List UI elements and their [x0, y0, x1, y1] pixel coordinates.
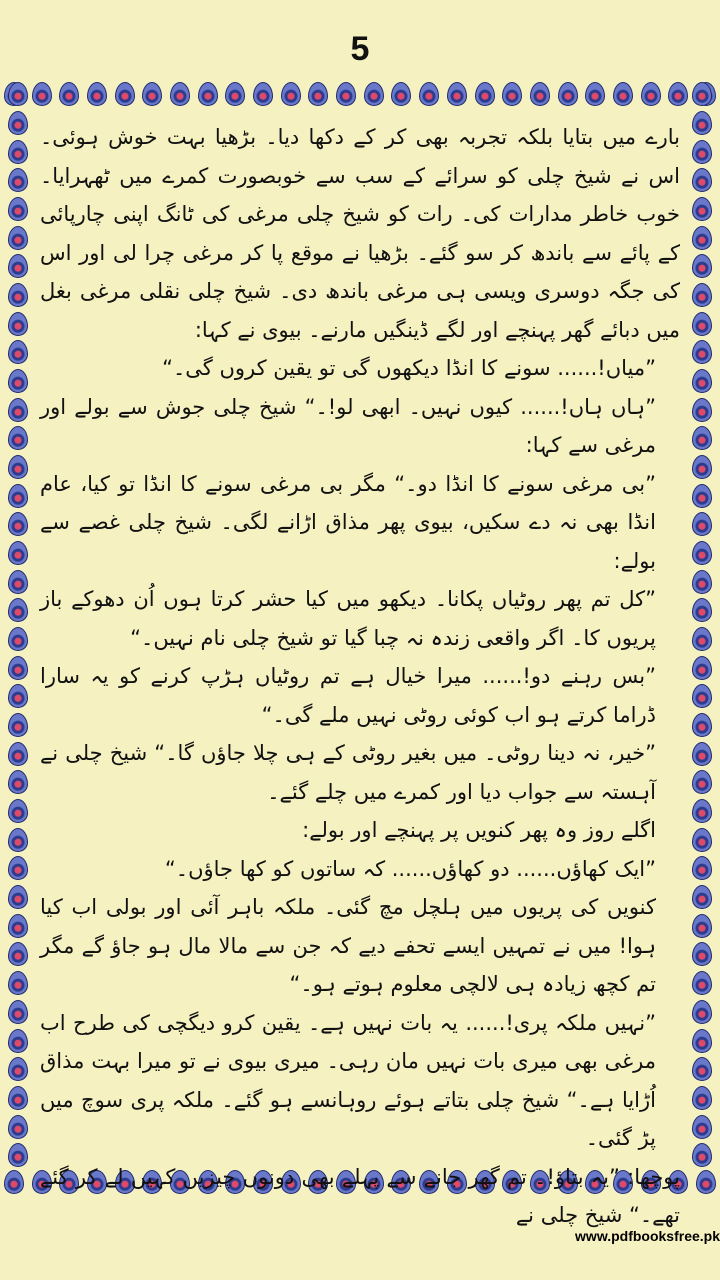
paragraph: بارے میں بتایا بلکہ تجربہ بھی کر کے دکھا دیا۔ بڑھیا بہت خوش ہوئی۔ اس نے شیخ چلی کو سرائے کے سب سے خوبصورت کمرے میں ٹھہرایا۔ خوب خاطر مدارات کی۔ رات کو شیخ چلی مرغی کی ٹانگ اپنی چارپائی کے پائے سے باندھ کر سو گئے۔ بڑھیا نے موقع پا کر مرغی چرا لی اور اس کی جگہ دوسری ویسی ہی مرغی باندھ دی۔ شیخ چلی نقلی مرغی بغل میں دبائے گھر پہنچے اور لگے ڈینگیں مارنے۔ بیوی نے کہا: [40, 125, 680, 342]
border-ornament [419, 82, 439, 106]
border-ornament [8, 627, 28, 651]
border-ornament [8, 1029, 28, 1053]
border-ornament [692, 570, 712, 594]
border-ornament [8, 140, 28, 164]
paragraph: ”خیر، نہ دینا روٹی۔ میں بغیر روٹی کے ہی چلا جاؤں گا۔“ شیخ چلی نے آہستہ سے جواب دیا اور کمرے میں چلے گئے۔ [40, 741, 656, 804]
border-ornament [8, 197, 28, 221]
border-ornament [692, 656, 712, 680]
border-ornament [8, 283, 28, 307]
border-ornament [692, 799, 712, 823]
border-ornament [692, 226, 712, 250]
left-border [8, 80, 28, 1170]
border-ornament [692, 197, 712, 221]
border-ornament [692, 254, 712, 278]
website-url: www.pdfbooksfree.pk [575, 1228, 720, 1244]
border-ornament [8, 914, 28, 938]
border-ornament [692, 713, 712, 737]
border-ornament [692, 82, 712, 106]
border-ornament [87, 82, 107, 106]
border-ornament [692, 484, 712, 508]
border-ornament [530, 82, 550, 106]
border-ornament [8, 455, 28, 479]
border-ornament [253, 82, 273, 106]
border-ornament [8, 971, 28, 995]
border-ornament [8, 226, 28, 250]
border-ornament [692, 684, 712, 708]
paragraph: ”میاں!...... سونے کا انڈا دیکھوں گی تو یقین کروں گی۔“ [162, 356, 656, 380]
border-ornament [692, 1143, 712, 1167]
paragraph: اگلے روز وہ پھر کنویں پر پہنچے اور بولے: [302, 818, 656, 842]
border-ornament [613, 82, 633, 106]
border-ornament [8, 254, 28, 278]
border-ornament [668, 82, 688, 106]
border-ornament [692, 340, 712, 364]
border-ornament [692, 168, 712, 192]
border-ornament [692, 369, 712, 393]
border-ornament [8, 1057, 28, 1081]
border-ornament [585, 82, 605, 106]
border-ornament [692, 942, 712, 966]
border-ornament [8, 713, 28, 737]
paragraph: پوچھا: ”یہ بتاؤ!۔ تم گھر جانے سے پہلے بھی دونوں چیزیں کہیں لے کر گئے تھے۔“ شیخ چلی نے [40, 1164, 680, 1227]
paragraph: ”بی مرغی سونے کا انڈا دو۔“ مگر بی مرغی سونے کا انڈا تو کیا، عام انڈا بھی نہ دے سکیں، بیوی پھر مذاق اڑانے لگی۔ شیخ چلی غصے سے بولے: [40, 471, 656, 573]
right-border [692, 80, 712, 1170]
border-ornament [8, 570, 28, 594]
border-ornament [8, 942, 28, 966]
border-ornament [8, 799, 28, 823]
border-ornament [225, 82, 245, 106]
border-ornament [692, 140, 712, 164]
border-ornament [8, 484, 28, 508]
border-ornament [8, 541, 28, 565]
border-ornament [8, 828, 28, 852]
border-ornament [692, 742, 712, 766]
border-ornament [308, 82, 328, 106]
border-ornament [692, 283, 712, 307]
border-ornament [692, 627, 712, 651]
border-ornament [364, 82, 384, 106]
border-ornament [4, 1170, 24, 1194]
border-ornament [8, 1086, 28, 1110]
border-ornament [8, 340, 28, 364]
border-ornament [692, 398, 712, 422]
border-ornament [692, 1000, 712, 1024]
border-ornament [692, 856, 712, 880]
border-ornament [8, 1115, 28, 1139]
border-ornament [692, 426, 712, 450]
border-ornament [692, 828, 712, 852]
border-ornament [115, 82, 135, 106]
border-ornament [198, 82, 218, 106]
border-ornament [8, 426, 28, 450]
border-ornament [692, 598, 712, 622]
border-ornament [692, 512, 712, 536]
border-ornament [692, 1057, 712, 1081]
paragraph: ”ایک کھاؤں...... دو کھاؤں...... کہ ساتوں کو کھا جاؤں۔“ [164, 856, 656, 881]
border-ornament [8, 82, 28, 106]
border-ornament [8, 1000, 28, 1024]
border-ornament [8, 312, 28, 336]
border-ornament [692, 1086, 712, 1110]
border-ornament [692, 914, 712, 938]
border-ornament [142, 82, 162, 106]
page-number: 5 [350, 30, 370, 68]
paragraph: ”بس رہنے دو!...... میرا خیال ہے تم روٹیاں ہڑپ کرنے کو یہ سارا ڈراما کرتے ہو اب کوئی روٹی نہیں ملے گی۔“ [40, 664, 656, 727]
border-ornament [8, 885, 28, 909]
paragraph: ”ہاں ہاں!...... کیوں نہیں۔ ابھی لو!۔“ شیخ چلی جوش سے بولے اور مرغی سے کہا: [40, 394, 656, 457]
top-border [0, 82, 720, 106]
border-ornament [502, 82, 522, 106]
border-ornament [692, 111, 712, 135]
border-ornament [696, 1170, 716, 1194]
border-ornament [281, 82, 301, 106]
border-ornament [692, 1115, 712, 1139]
border-ornament [692, 455, 712, 479]
paragraph: ”کل تم پھر روٹیاں پکانا۔ دیکھو میں کیا حشر کرتا ہوں اُن دھوکے باز پریوں کا۔ اگر واقعی زندہ نہ چبا گیا تو شیخ چلی نام نہیں۔“ [40, 587, 656, 650]
border-ornament [641, 82, 661, 106]
border-ornament [692, 312, 712, 336]
border-ornament [170, 82, 190, 106]
border-ornament [8, 1143, 28, 1167]
border-ornament [692, 885, 712, 909]
border-ornament [8, 512, 28, 536]
border-ornament [8, 111, 28, 135]
page-text [40, 118, 680, 1227]
border-ornament [692, 971, 712, 995]
border-ornament [447, 82, 467, 106]
border-ornament [336, 82, 356, 106]
border-ornament [8, 398, 28, 422]
border-ornament [8, 856, 28, 880]
border-ornament [475, 82, 495, 106]
paragraph: ”نہیں ملکہ پری!...... یہ بات نہیں ہے۔ یقین کرو دیگچی کی طرح اب مرغی بھی میری بات نہیں مان رہی۔ میری بیوی نے تو میرا بہت مذاق اُڑایا ہے۔“ شیخ چلی بتاتے ہوئے روہانسے ہو گئے۔ ملکہ پری سوچ میں پڑ گئی۔ [40, 1010, 656, 1150]
border-ornament [8, 770, 28, 794]
border-ornament [692, 770, 712, 794]
border-ornament [8, 598, 28, 622]
border-ornament [8, 684, 28, 708]
border-ornament [692, 541, 712, 565]
border-ornament [59, 82, 79, 106]
border-ornament [391, 82, 411, 106]
border-ornament [8, 656, 28, 680]
border-ornament [8, 742, 28, 766]
paragraph: کنویں کی پریوں میں ہلچل مچ گئی۔ ملکہ باہر آئی اور بولی اب کیا ہوا! میں نے تمہیں ایسے تحفے دیے کہ جن سے مالا مال ہو جاؤ گے مگر تم کچھ زیادہ ہی لالچی معلوم ہوتے ہو۔“ [40, 895, 656, 996]
border-ornament [8, 369, 28, 393]
border-ornament [32, 82, 52, 106]
border-ornament [692, 1029, 712, 1053]
border-ornament [8, 168, 28, 192]
border-ornament [558, 82, 578, 106]
